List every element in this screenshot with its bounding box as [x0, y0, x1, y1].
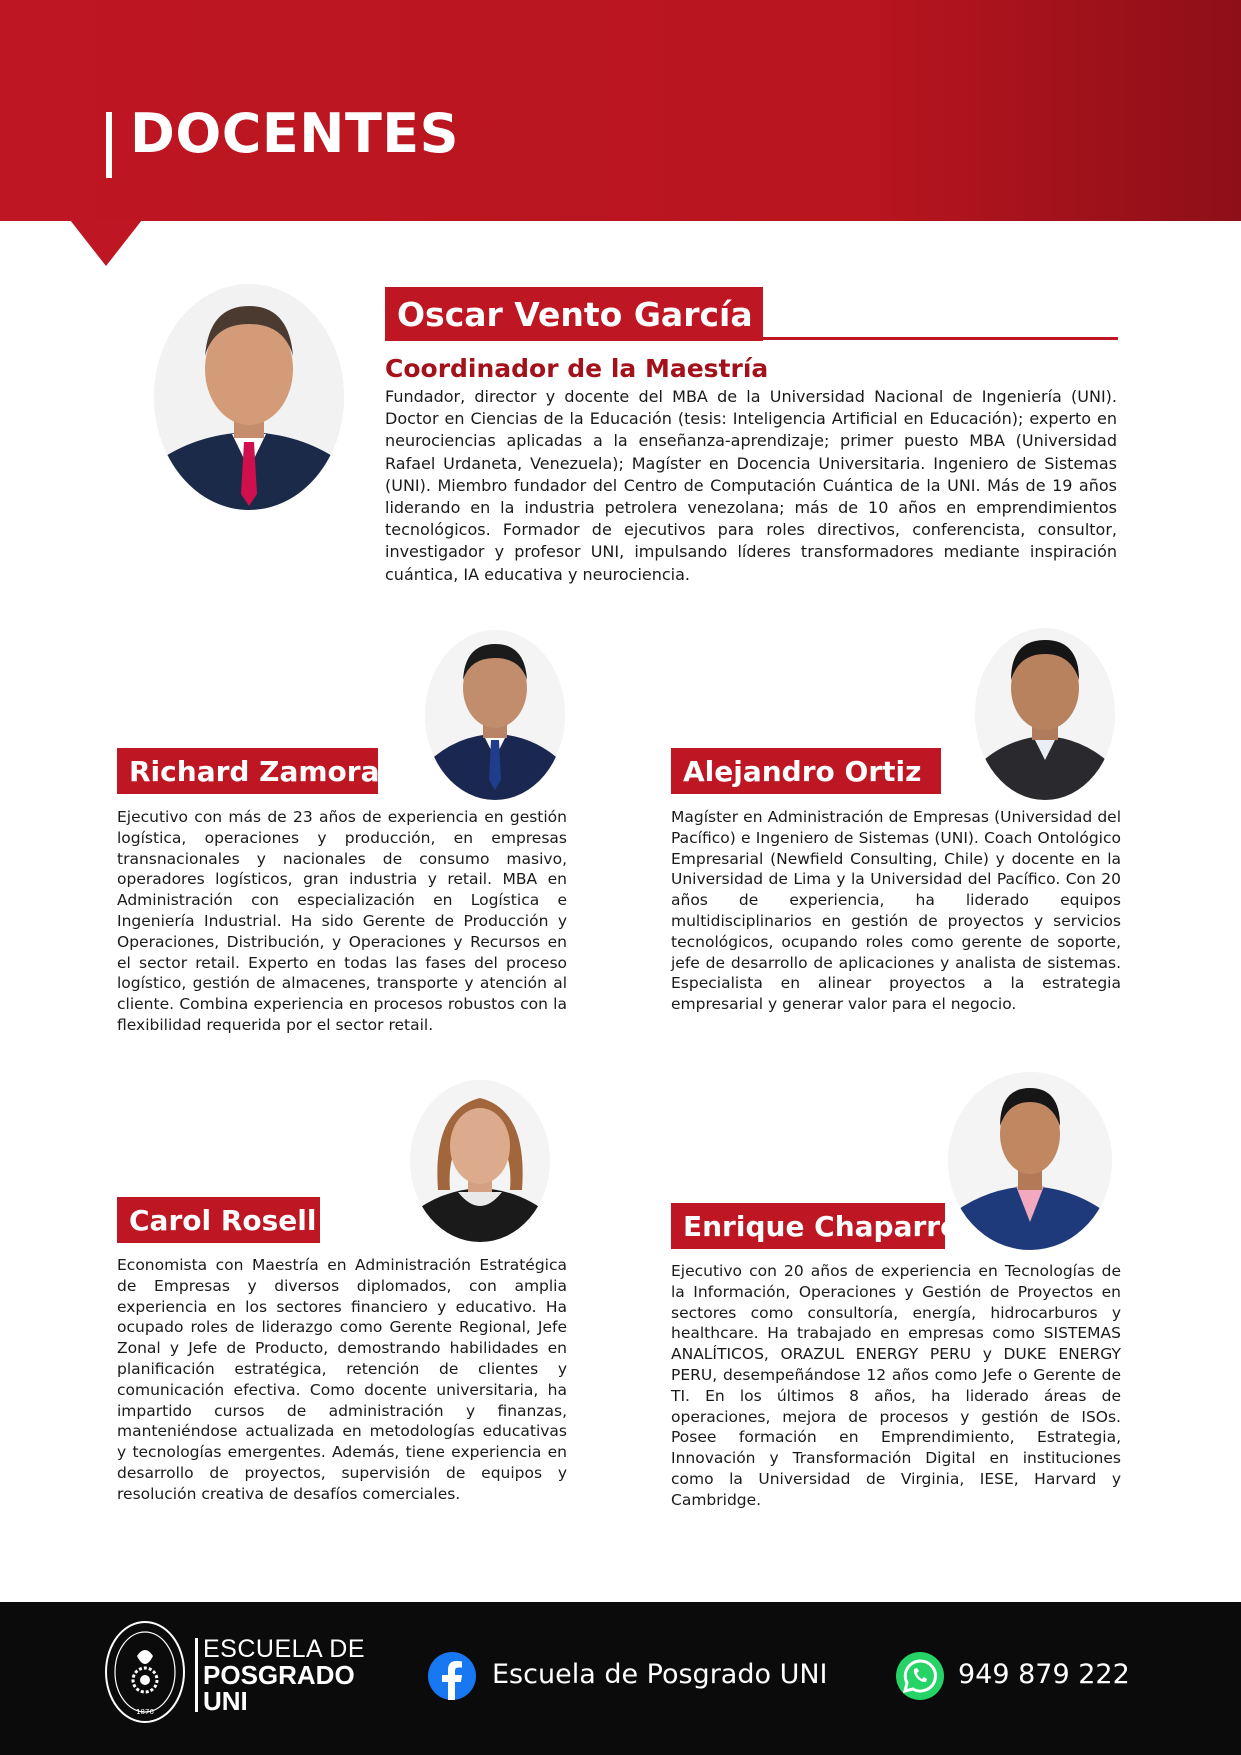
phone-number[interactable]: 949 879 222 — [958, 1659, 1130, 1690]
facebook-link[interactable]: Escuela de Posgrado UNI — [492, 1659, 828, 1690]
coordinator-bio: Fundador, director y docente del MBA de la Universidad Nacional de Ingeniería (UNI). Doctor en Ciencias de la Educación (tesis: Inteligencia Artificial en Educación); experto en neurociencias aplicadas a la enseñanza-aprendizaje; primer puesto MBA (Universidad Rafael Urdaneta, Venezuela); Magíster en Docencia Universitaria. Ingeniero de Sistemas (UNI). Miembro fundador del Centro de Computación Cuántica de la UNI. Más de 19 años liderando en la industria petrolera venezolana; más de 10 años en emprendimientos tecnológicos. Formador de ejecutivos para roles directivos, conferencista, consultor, investigador y profesor UNI, impulsando líderes transformadores mediante inspiración cuántica, IA educativa y neurociencia. — [385, 387, 1117, 584]
teacher-name: Oscar Vento García — [397, 294, 753, 334]
school-divider — [195, 1638, 198, 1712]
uni-seal-logo — [104, 1620, 186, 1724]
facebook-icon[interactable] — [428, 1652, 476, 1700]
teacher-bio: Ejecutivo con más de 23 años de experiencia en gestión logística, operaciones y producción, en empresas transnacionales y nacionales de consumo masivo, operadores logísticos, gran industria y retail. MBA en Administración con especialización en Logística e Ingeniería Industrial. Ha sido Gerente de Producción y Operaciones, Distribución, y Operaciones y Recursos en el sector retail. Experto en todas las fases del proceso logístico, gestión de almacenes, transporte y atención al cliente. Combina experiencia en procesos robustos con la flexibilidad requerida por el sector retail. — [117, 808, 567, 1034]
name-tag-alejandro — [671, 748, 941, 794]
name-tag-carol — [117, 1197, 320, 1243]
header-notch — [70, 220, 142, 266]
page-title: DOCENTES — [130, 102, 460, 165]
avatar-enrique-chaparro — [948, 1072, 1112, 1250]
avatar-alejandro-ortiz — [975, 628, 1115, 800]
portrait-icon — [975, 628, 1115, 800]
coordinator-role: Coordinador de la Maestría — [385, 354, 769, 383]
teacher-name: Carol Rosell — [129, 1203, 317, 1237]
name-underline — [763, 337, 1118, 340]
teacher-name: Richard Zamora — [129, 754, 380, 788]
school-line-1: ESCUELA DE — [203, 1635, 366, 1663]
teacher-name: Enrique Chaparro — [683, 1209, 960, 1243]
school-line-2: POSGRADO — [203, 1660, 355, 1690]
name-tag-oscar — [385, 287, 763, 341]
teacher-name: Alejandro Ortiz — [683, 754, 922, 788]
avatar-carol-rosell — [410, 1080, 550, 1242]
portrait-icon — [410, 1080, 550, 1242]
teacher-bio: Economista con Maestría en Administración Estratégica de Empresas y diversos diplomados, con amplia experiencia en los sectores financiero y educativo. Ha ocupado roles de liderazgo como Gerente Regional, Jefe Zonal y Jefe de Producto, demostrando habilidades en planificación estratégica, retención de clientes y comunicación efectiva. Como docente universitaria, ha impartido cursos de administración y finanzas, manteniéndose actualizada en metodologías educativas y tecnologías emergentes. Además, tiene experiencia en desarrollo de proyectos, supervisión de equipos y resolución creativa de desafíos comerciales. — [117, 1256, 567, 1503]
title-bar — [106, 112, 112, 178]
whatsapp-icon[interactable] — [895, 1651, 945, 1701]
header-banner — [0, 0, 1241, 221]
portrait-icon — [154, 284, 344, 510]
name-tag-enrique — [671, 1203, 960, 1249]
school-line-3: UNI — [203, 1686, 248, 1716]
teacher-bio: Ejecutivo con 20 años de experiencia en Tecnologías de la Información, Operaciones y Gestión de Proyectos en sectores como consultoría, energía, hidrocarburos y healthcare. Ha trabajado en empresas como SISTEMAS ANALÍTICOS, ORAZUL ENERGY PERU y DUKE ENERGY PERU, desempeñándose 12 años como Jefe o Gerente de TI. En los últimos 8 años, ha liderado áreas de operaciones, mejora de procesos y gestión de ISOs. Posee formación en Emprendimiento, Estrategia, Innovación y Transformación Digital en instituciones como la Universidad de Virginia, IESE, Harvard y Cambridge. — [671, 1262, 1121, 1509]
name-tag-richard — [117, 748, 378, 794]
portrait-icon — [425, 630, 565, 800]
avatar-oscar-vento — [154, 284, 344, 510]
school-name — [203, 1636, 365, 1714]
avatar-richard-zamora — [425, 630, 565, 800]
portrait-icon — [948, 1072, 1112, 1250]
seal-year: 1876 — [136, 1708, 154, 1716]
teacher-bio: Magíster en Administración de Empresas (Universidad del Pacífico) e Ingeniero de Sistemas (UNI). Coach Ontológico Empresarial (Newfield Consulting, Chile) y docente en la Universidad de Lima y la Universidad del Pacífico. Con 20 años de experiencia, ha liderado equipos multidisciplinarios en gestión de proyectos y servicios tecnológicos, ocupando roles como gerente de soporte, jefe de desarrollo de aplicaciones y analista de sistemas. Especialista en alinear proyectos a la estrategia empresarial y generar valor para el negocio. — [671, 808, 1121, 1014]
